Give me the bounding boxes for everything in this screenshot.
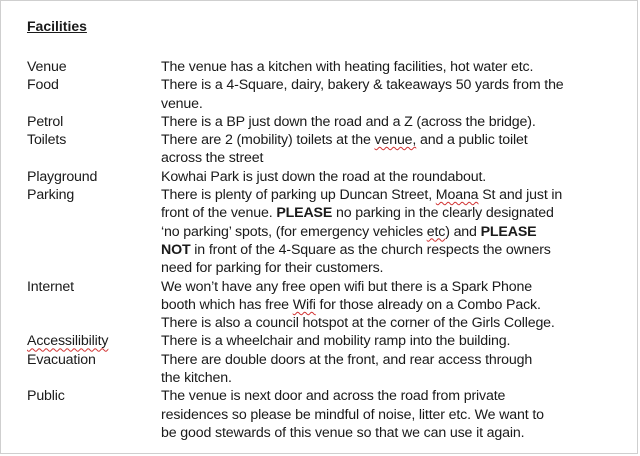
- facility-description: There are 2 (mobility) toilets at the venue, and a public toilet across the street: [161, 132, 528, 167]
- facility-description: We won’t have any free open wifi but there is a Spark Phone booth which has free Wifi for those already on a Combo Pack. There is also a council hotspot at the corner of the Girls College.: [161, 278, 555, 332]
- facility-description: There is plenty of parking up Duncan Street, Moana St and just in front of the venue. PLEASE no parking in the clearly designated ‘no parking’ spots, (for emergency vehicles etc) and PLEASE NOT in front of the 4-Square as the church respects the owners need for parking for their customers.: [161, 187, 563, 277]
- emphasis-text: PLEASE: [480, 223, 537, 240]
- facility-row-accessibility: [27, 332, 627, 350]
- facility-label: Internet: [27, 278, 74, 295]
- facility-row-parking: [27, 186, 627, 277]
- facility-row-playground: [27, 168, 627, 186]
- facility-row-petrol: [27, 113, 627, 131]
- facility-label: Petrol: [27, 113, 64, 130]
- facility-row-food: [27, 76, 627, 113]
- facility-row-toilets: [27, 131, 627, 168]
- facility-label: Toilets: [27, 132, 67, 149]
- spellcheck-word: venue,: [374, 132, 417, 149]
- facility-label: Public: [27, 388, 65, 405]
- page-heading: Facilities: [27, 18, 87, 34]
- facility-label: Venue: [27, 59, 67, 75]
- spellcheck-word: Moana: [435, 187, 479, 204]
- facility-label: Evacuation: [27, 351, 96, 368]
- facility-description: There is a wheelchair and mobility ramp into the building.: [161, 333, 511, 350]
- facility-row-venue: [27, 58, 627, 76]
- facility-description: There is a BP just down the road and a Z (across the bridge).: [161, 113, 536, 130]
- facility-row-internet: [27, 278, 627, 333]
- spellcheck-word: Wifi: [292, 296, 316, 313]
- facility-row-public: [27, 387, 627, 442]
- facility-description: Kowhai Park is just down the road at the roundabout.: [161, 168, 487, 185]
- facility-description: There is a 4-Square, dairy, bakery & takeaways 50 yards from the venue.: [161, 77, 564, 112]
- facility-description: There are double doors at the front, and rear access through the kitchen.: [161, 351, 533, 387]
- facility-row-evacuation: [27, 351, 627, 388]
- emphasis-text: PLEASE: [276, 205, 333, 222]
- facilities-list: [27, 58, 627, 442]
- facility-label: Parking: [27, 187, 75, 204]
- facility-label: Playground: [27, 168, 98, 185]
- spellcheck-word: etc: [426, 223, 446, 240]
- facility-label: Accessilibility: [27, 333, 109, 350]
- emphasis-text: NOT: [161, 241, 191, 258]
- facility-description: The venue has a kitchen with heating facilities, hot water etc.: [161, 59, 534, 75]
- facility-label: Food: [27, 77, 59, 94]
- facility-description: The venue is next door and across the road from private residences so please be mindful of noise, litter etc. We want to be good stewards of this venue so that we can use it again.: [161, 388, 544, 441]
